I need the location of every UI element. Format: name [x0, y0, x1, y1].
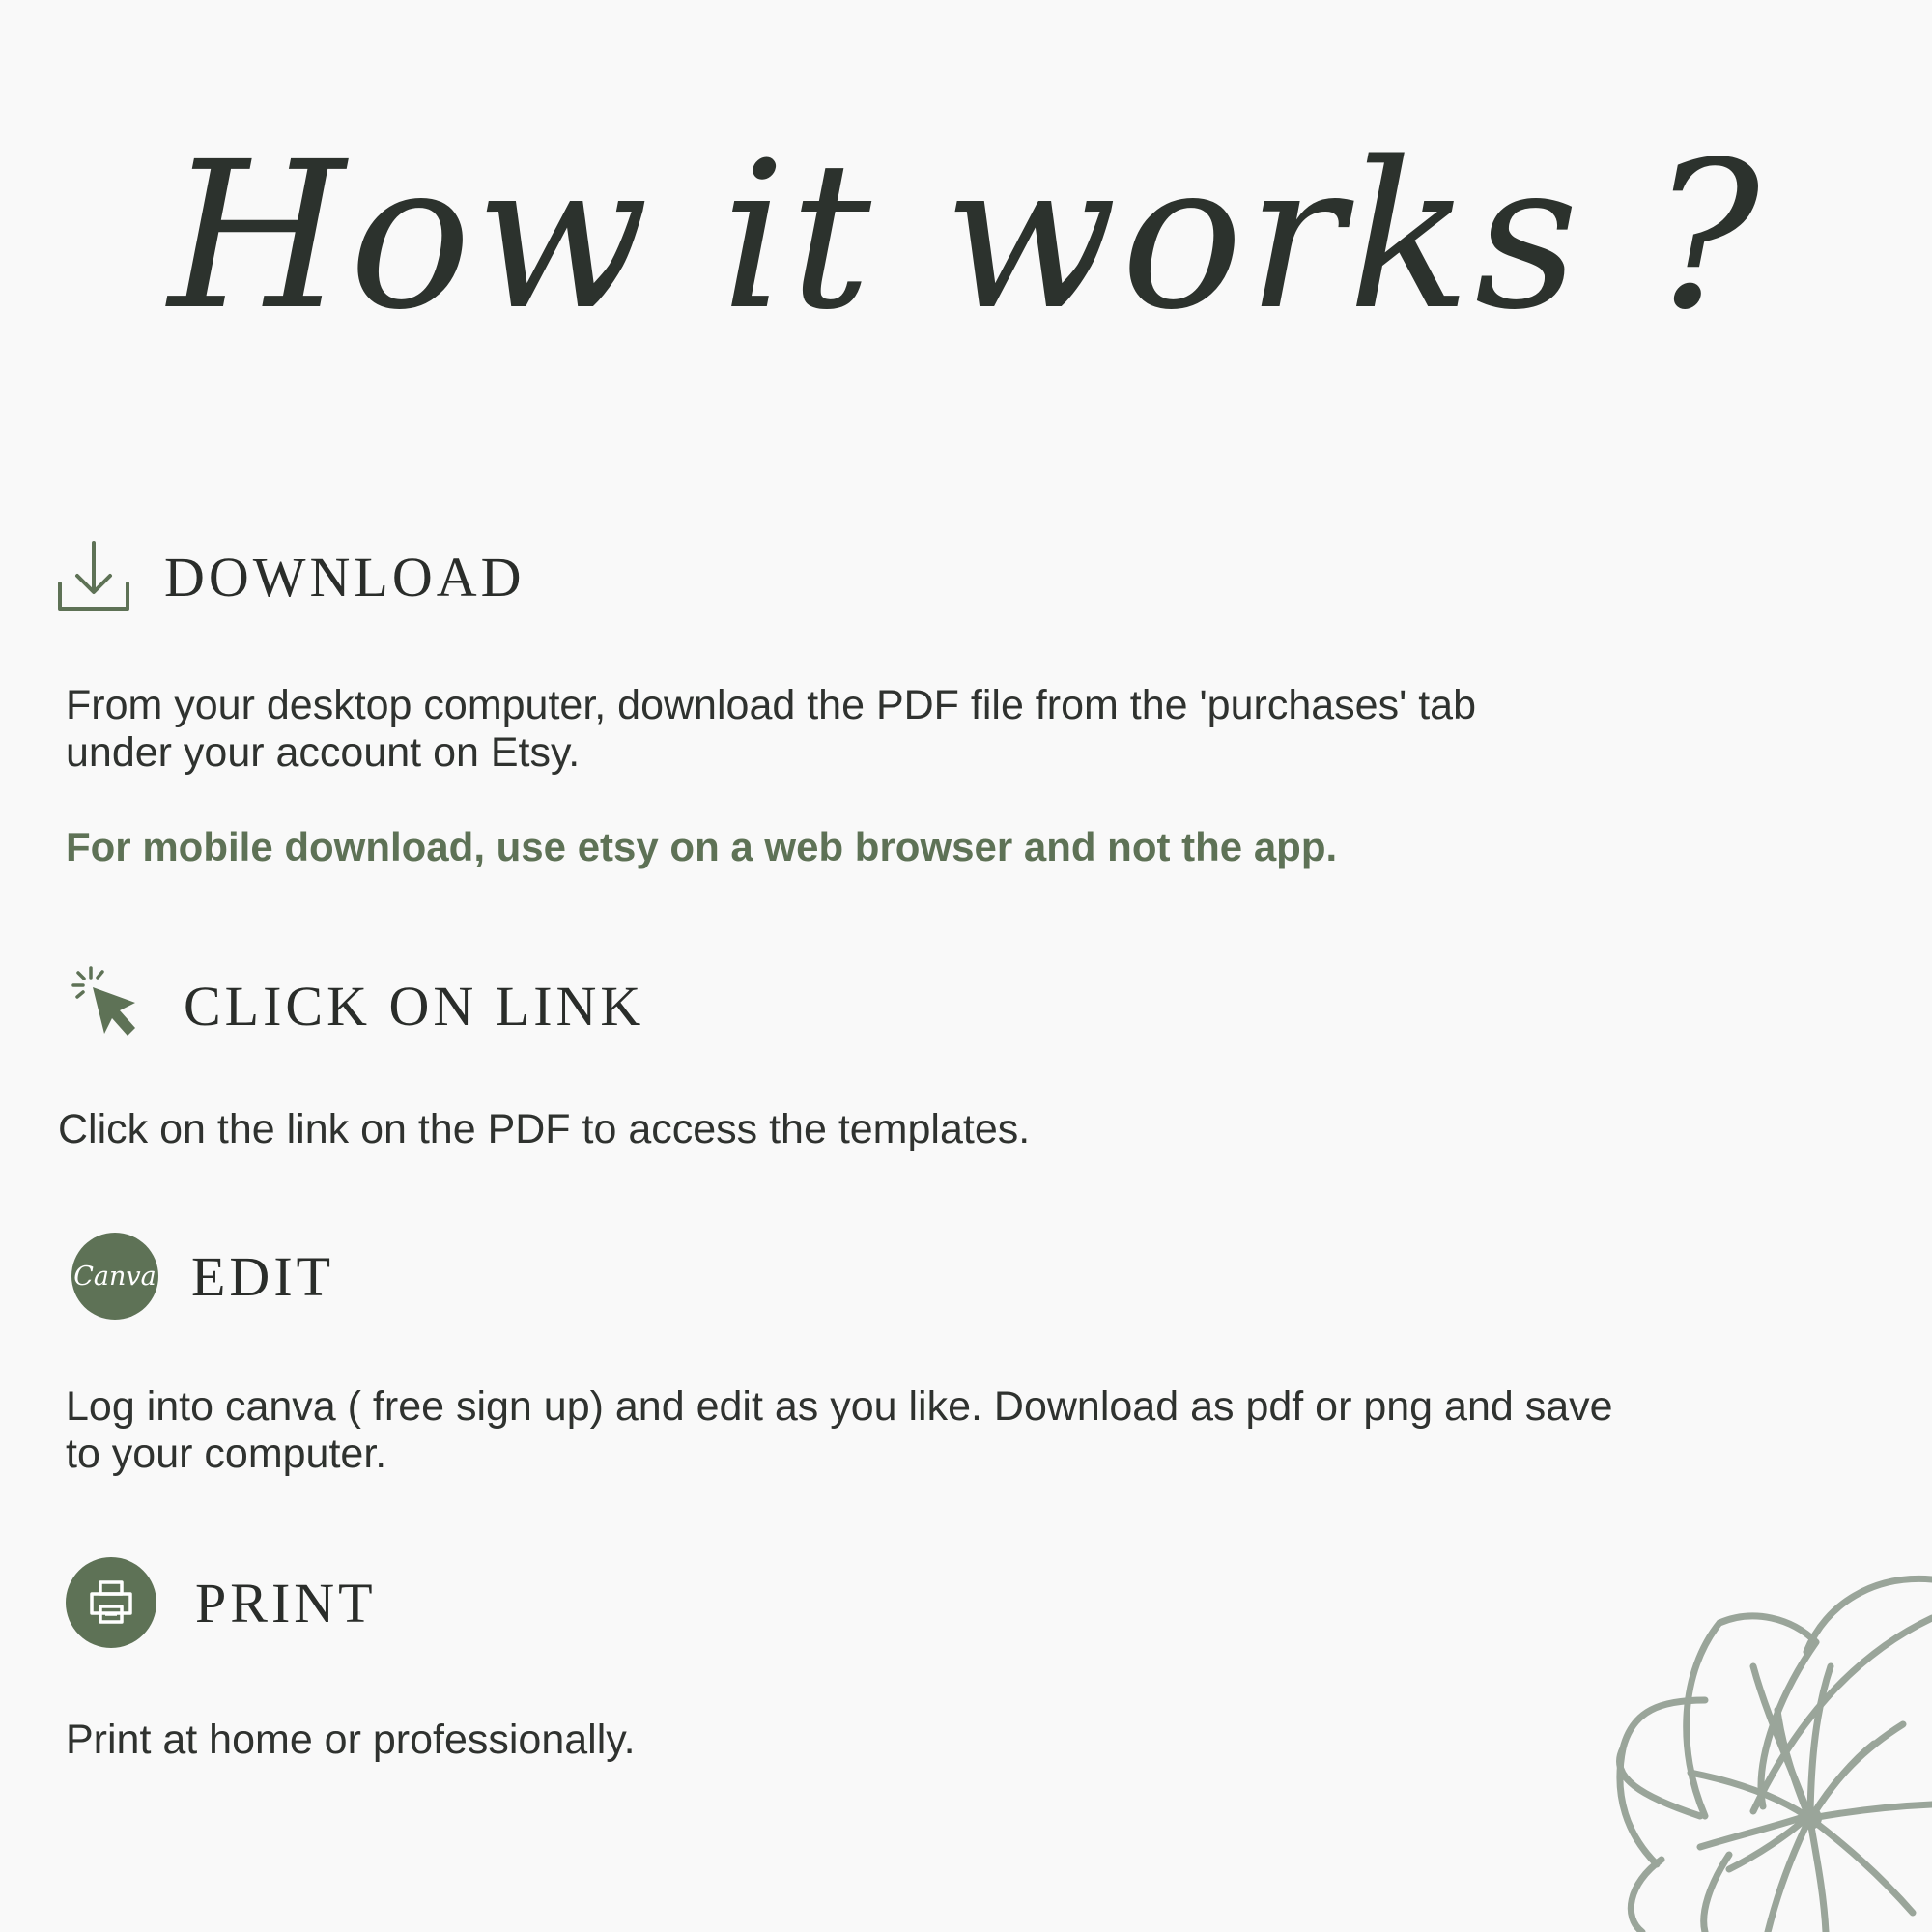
section-heading: EDIT — [191, 1244, 335, 1308]
flower-center — [1799, 1806, 1822, 1830]
section-body-line: Log into canva ( free sign up) and edit as you like. Download as pdf or png and save — [66, 1383, 1613, 1430]
section-edit-header — [71, 1233, 334, 1320]
section-heading: CLICK ON LINK — [184, 974, 645, 1037]
section-download-header — [56, 539, 526, 614]
cursor-click-icon — [71, 966, 151, 1045]
flower-illustration — [1584, 1565, 1932, 1932]
section-click-header — [71, 966, 644, 1045]
section-body-line: Print at home or professionally. — [66, 1717, 636, 1763]
section-body-line: to your computer. — [66, 1431, 387, 1477]
section-body-line: From your desktop computer, download the PDF file from the 'purchases' tab — [66, 682, 1477, 728]
section-print-header — [66, 1557, 377, 1648]
printer-icon — [66, 1557, 156, 1648]
mobile-download-note: For mobile download, use etsy on a web browser and not the app. — [66, 824, 1338, 869]
section-heading: DOWNLOAD — [164, 545, 526, 609]
section-heading: PRINT — [195, 1571, 377, 1634]
download-icon — [56, 539, 131, 614]
canva-logo-text: Canva — [73, 1261, 156, 1292]
canva-logo-icon — [71, 1233, 158, 1320]
section-body-line: Click on the link on the PDF to access the templates. — [58, 1106, 1031, 1152]
section-body-line: under your account on Etsy. — [66, 729, 581, 776]
page-title: How it works ? — [168, 118, 1764, 355]
